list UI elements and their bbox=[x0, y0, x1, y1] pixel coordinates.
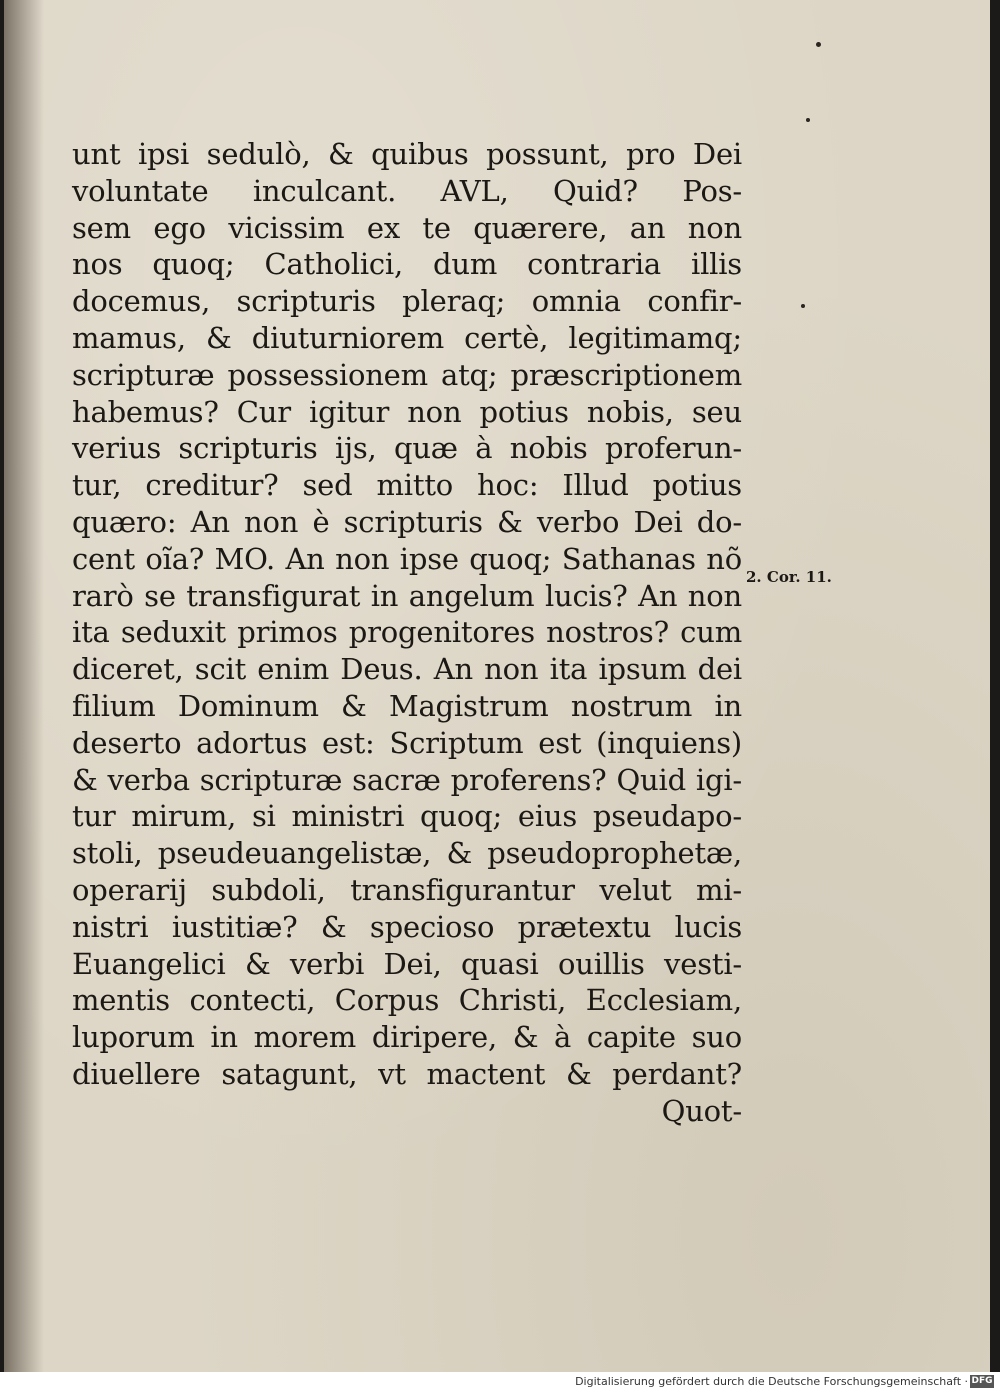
text-line: rarò se transfigurat in angelum lucis? An non bbox=[72, 578, 742, 613]
text-line: tur mirum, si ministri quoq; eius pseudapo- bbox=[72, 799, 742, 834]
footer-bar bbox=[0, 1372, 1000, 1392]
text-line: scripturæ possessionem atq; præscriptionem bbox=[72, 357, 742, 392]
text-line: stoli, pseudeuangelistæ, & pseudoprophetæ, bbox=[72, 836, 742, 871]
text-line: nistri iustitiæ? & specioso prætextu lucis bbox=[72, 909, 742, 944]
text-line: ita seduxit primos progenitores nostros? cum bbox=[72, 615, 742, 650]
marginal-note: 2. Cor. 11. bbox=[746, 568, 832, 586]
text-line: verius scripturis ijs, quæ à nobis proferun- bbox=[72, 431, 742, 466]
text-line: filium Dominum & Magistrum nostrum in bbox=[72, 688, 742, 723]
text-line: diuellere satagunt, vt mactent & perdant? bbox=[72, 1056, 742, 1091]
text-line: sem ego vicissim ex te quærere, an non bbox=[72, 210, 742, 245]
funding-notice: Digitalisierung gefördert durch die Deutsche Forschungsgemeinschaft · bbox=[575, 1375, 968, 1388]
body-text bbox=[72, 136, 742, 1130]
text-line: mentis contecti, Corpus Christi, Ecclesiam, bbox=[72, 983, 742, 1018]
text-line: docemus, scripturis pleraq; omnia confir- bbox=[72, 284, 742, 319]
text-line: tur, creditur? sed mitto hoc: Illud potius bbox=[72, 468, 742, 503]
text-line: cent oĩa? MO. An non ipse quoq; Sathanas nõ bbox=[72, 541, 742, 576]
book-page bbox=[4, 0, 990, 1372]
text-line: luporum in morem diripere, & à capite suo bbox=[72, 1020, 742, 1055]
dfg-logo-icon: DFG bbox=[971, 1376, 993, 1386]
text-line: quæro: An non è scripturis & verbo Dei do- bbox=[72, 504, 742, 539]
text-line: habemus? Cur igitur non potius nobis, seu bbox=[72, 394, 742, 429]
ink-speck bbox=[801, 304, 805, 308]
text-line: diceret, scit enim Deus. An non ita ipsum dei bbox=[72, 652, 742, 687]
gutter-shadow bbox=[4, 0, 44, 1372]
text-line: voluntate inculcant. AVL, Quid? Pos- bbox=[72, 173, 742, 208]
text-line: operarij subdoli, transfigurantur velut mi- bbox=[72, 872, 742, 907]
text-line: Euangelici & verbi Dei, quasi ouillis vesti- bbox=[72, 946, 742, 981]
text-line: & verba scripturæ sacræ proferens? Quid igi- bbox=[72, 762, 742, 797]
text-line: unt ipsi sedulò, & quibus possunt, pro Dei bbox=[72, 137, 742, 171]
text-line: deserto adortus est: Scriptum est (inquiens) bbox=[72, 725, 742, 760]
ink-speck bbox=[816, 42, 821, 47]
catchword: Quot- bbox=[661, 1093, 742, 1128]
text-line: nos quoq; Catholici, dum contraria illis bbox=[72, 247, 742, 282]
text-line: mamus, & diuturniorem certè, legitimamq; bbox=[72, 320, 742, 355]
ink-speck bbox=[806, 118, 810, 122]
